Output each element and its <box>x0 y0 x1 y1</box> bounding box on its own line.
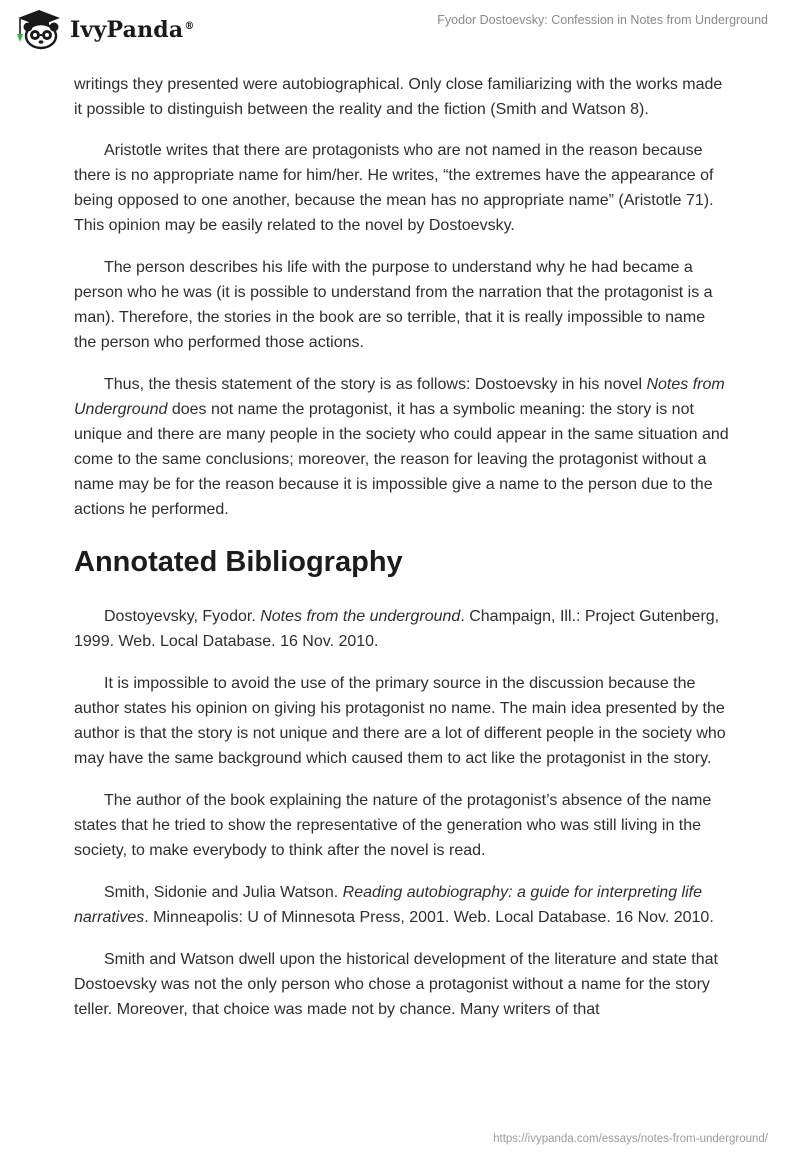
source-title-italic: Notes from the underground <box>260 608 461 625</box>
source-title-italic: Reading autobiography: a guide for interpreting life narratives <box>74 884 702 926</box>
paragraph-person-describes: The person describes his life with the purpose to understand why he had became a person who he was (it is possible to understand from the narration that the protagonist is a man). Therefore, the stories in the book are so terrible, that it is really impossible to name the person who performed those actions. <box>74 259 713 351</box>
bibliography-entry-smith-watson: Smith, Sidonie and Julia Watson. Reading autobiography: a guide for interpreting life narratives. Minneapolis: U of Minnesota Press, 2001. Web. Local Database. 16 Nov. 2010. <box>74 884 714 926</box>
novel-title-italic: Notes from Underground <box>74 376 725 418</box>
essay-content <box>74 72 730 1039</box>
paragraph-continued: writings they presented were autobiographical. Only close familiarizing with the works made it possible to distinguish between the reality and the fiction (Smith and Watson 8). <box>74 76 723 118</box>
section-heading-annotated-bibliography: Annotated Bibliography <box>74 546 403 578</box>
annotation-author-nature: The author of the book explaining the nature of the protagonist’s absence of the name states that he tried to show the representative of the generation who was still living in the society, to make everybody to think after the novel is read. <box>74 792 712 859</box>
paragraph-aristotle: Aristotle writes that there are protagonists who are not named in the reason because there is no appropriate name for him/her. He writes, “the extremes have the appearance of being opposed to one another, because the mean has no appropriate name” (Aristotle 71). This opinion may be easily related to the novel by Dostoevsky. <box>74 142 714 234</box>
page-url[interactable]: https://ivypanda.com/essays/notes-from-underground/ <box>493 1133 768 1145</box>
annotation-smith-watson: Smith and Watson dwell upon the historical development of the literature and state that Dostoevsky was not the only person who chose a protagonist without a name for the story teller. Moreover, that choice was made not by chance. Many writers of that <box>74 951 718 1018</box>
document-title: Fyodor Dostoevsky: Confession in Notes from Underground <box>437 13 768 27</box>
annotation-primary-source: It is impossible to avoid the use of the primary source in the discussion because the author states his opinion on giving his protagonist no name. The main idea presented by the author is that the story is not unique and there are a lot of different people in the society who may have the same background which caused them to act like the protagonist in the story. <box>74 675 726 767</box>
page-header <box>0 0 800 66</box>
bibliography-entry-dostoyevsky: Dostoyevsky, Fyodor. Notes from the underground. Champaign, Ill.: Project Gutenberg, 1999. Web. Local Database. 16 Nov. 2010. <box>74 608 720 650</box>
logo-wordmark: IvyPanda® <box>70 17 195 43</box>
ivypanda-logo[interactable] <box>14 8 195 50</box>
paragraph-thesis-statement: Thus, the thesis statement of the story is as follows: Dostoevsky in his novel Notes from Underground does not name the protagonist, it has a symbolic meaning: the story is not unique and there are many people in the society who could appear in the same situation and come to the same conclusions; moreover, the reason for leaving the protagonist without a name may be for the reason because it is impossible give a name to the person due to the actions he performed. <box>74 376 729 518</box>
panda-graduation-cap-icon <box>14 8 64 50</box>
